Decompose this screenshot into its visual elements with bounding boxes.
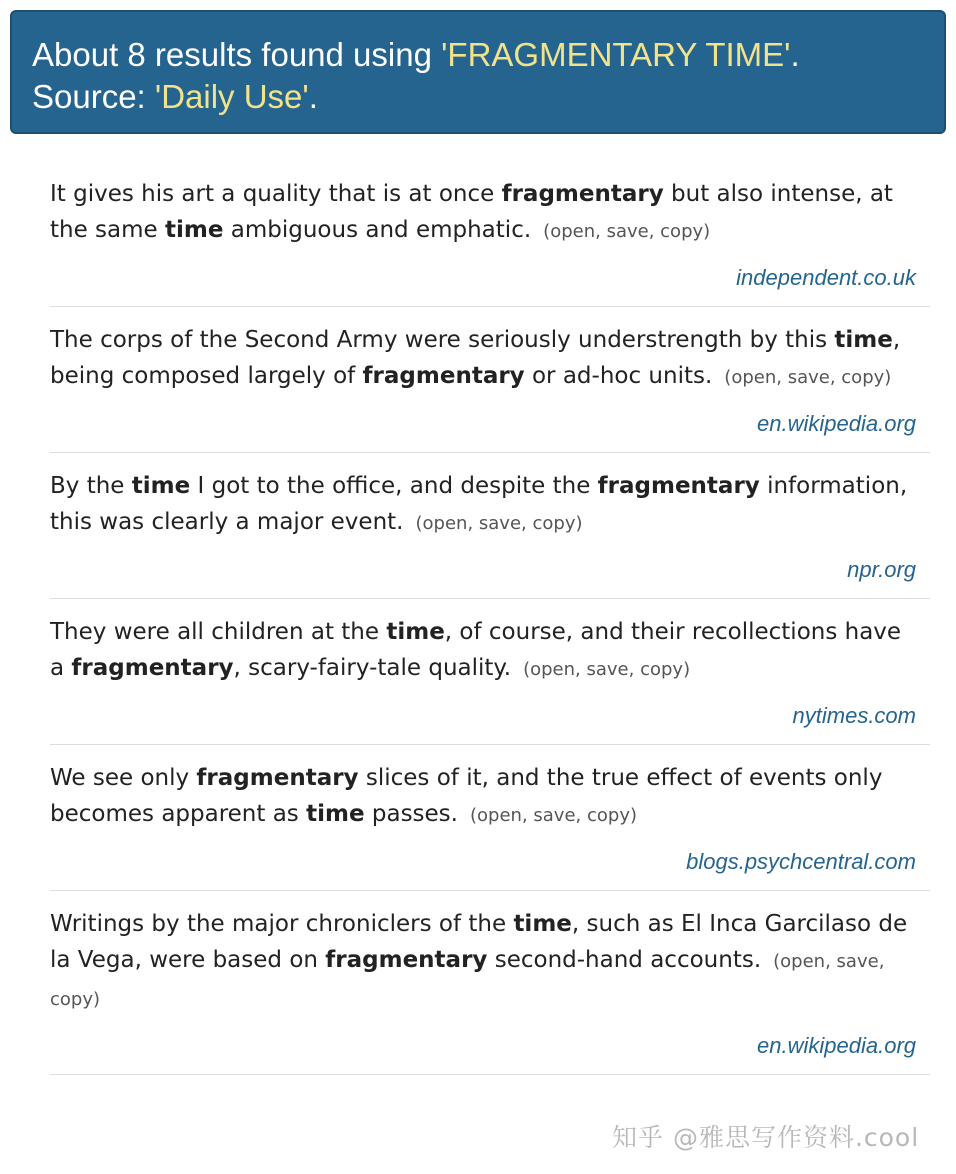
action-separator: ,	[878, 951, 885, 972]
open-link[interactable]: open	[780, 951, 826, 972]
save-link[interactable]: save	[787, 367, 830, 388]
sentence-text: , of course, and their recollections have a	[50, 619, 902, 681]
result-sentence	[50, 760, 930, 834]
action-separator: ,	[648, 221, 661, 242]
sentence-text: , such as El Inca Garcilaso de la Vega, were based on	[50, 911, 908, 973]
keyword-highlight: time	[306, 801, 365, 827]
action-separator: ,	[521, 513, 533, 534]
watermark-text: 知乎 @雅思写作资料.cool	[612, 1123, 920, 1152]
result-sentence	[50, 614, 930, 688]
keyword-highlight: fragmentary	[325, 947, 488, 973]
action-separator: ,	[829, 367, 842, 388]
action-separator: ,	[825, 951, 837, 972]
copy-link[interactable]: copy	[532, 513, 576, 534]
source-link[interactable]: en.wikipedia.org	[757, 1033, 916, 1058]
action-paren-close: )	[575, 513, 583, 534]
result-actions	[470, 805, 637, 826]
copy-link[interactable]: copy	[50, 989, 93, 1010]
header-period: .	[790, 36, 800, 73]
keyword-highlight: fragmentary	[196, 765, 359, 791]
result-item	[50, 745, 930, 891]
action-separator: ,	[776, 367, 788, 388]
result-sentence	[50, 176, 930, 250]
action-paren-close: )	[683, 659, 691, 680]
sentence-text: but also intense, at the same	[50, 181, 893, 243]
action-paren-open: (	[543, 221, 551, 242]
action-separator: ,	[628, 659, 641, 680]
sentence-text: passes.	[364, 801, 458, 827]
sentence-text: ambiguous and emphatic.	[223, 217, 532, 243]
result-sentence	[50, 906, 930, 1018]
action-paren-close: )	[93, 989, 101, 1010]
keyword-highlight: time	[834, 327, 893, 353]
header-source-period: .	[308, 78, 318, 115]
watermark	[612, 1118, 919, 1154]
sentence-text: second-hand accounts.	[487, 947, 762, 973]
result-actions	[724, 367, 891, 388]
result-sentence	[50, 322, 930, 396]
action-paren-close: )	[703, 221, 711, 242]
sentence-text: The corps of the Second Army were seriously understrength by this	[50, 327, 835, 353]
keyword-highlight: fragmentary	[362, 363, 525, 389]
result-item	[50, 158, 930, 307]
result-actions	[415, 513, 582, 534]
result-item	[50, 599, 930, 745]
sentence-text: By the	[50, 473, 132, 499]
source-link[interactable]: npr.org	[847, 557, 916, 582]
open-link[interactable]: open	[477, 805, 522, 826]
keyword-highlight: time	[131, 473, 191, 499]
save-link[interactable]: save	[533, 805, 576, 826]
open-link[interactable]: open	[550, 221, 596, 242]
action-separator: ,	[575, 805, 587, 826]
source-link[interactable]: en.wikipedia.org	[757, 411, 916, 436]
results-list	[50, 158, 930, 1075]
sentence-text: It gives his art a quality that is at once	[50, 181, 502, 207]
action-paren-open: (	[724, 367, 732, 388]
source-link[interactable]: independent.co.uk	[736, 265, 916, 290]
action-paren-open: (	[773, 951, 781, 972]
sentence-text: , scary-fairy-tale quality.	[233, 655, 512, 681]
keyword-highlight: time	[386, 619, 445, 645]
action-paren-close: )	[629, 805, 638, 826]
source-link[interactable]: nytimes.com	[792, 703, 916, 728]
copy-link[interactable]: copy	[841, 367, 885, 388]
result-item	[50, 307, 930, 453]
sentence-text: Writings by the major chroniclers of the	[50, 911, 514, 937]
sentence-text: or ad-hoc units.	[524, 363, 713, 389]
save-link[interactable]: save	[606, 221, 649, 242]
result-item	[50, 891, 930, 1075]
action-paren-open: (	[469, 805, 478, 826]
action-separator: ,	[575, 659, 587, 680]
header-prefix: About 8 results found using	[32, 36, 442, 73]
result-sentence	[50, 468, 930, 542]
action-separator: ,	[521, 805, 534, 826]
copy-link[interactable]: copy	[640, 659, 684, 680]
source-link[interactable]: blogs.psychcentral.com	[686, 849, 916, 874]
action-paren-open: (	[523, 659, 531, 680]
open-link[interactable]: open	[731, 367, 777, 388]
result-actions	[523, 659, 690, 680]
result-item	[50, 453, 930, 599]
keyword-highlight: fragmentary	[71, 655, 234, 681]
sentence-text: We see only	[50, 765, 197, 791]
result-actions	[543, 221, 710, 242]
header-query: 'FRAGMENTARY TIME'	[441, 36, 791, 73]
save-link[interactable]: save	[478, 513, 522, 534]
header-source-label: Source:	[32, 78, 155, 115]
keyword-highlight: fragmentary	[501, 181, 664, 207]
action-separator: ,	[467, 513, 479, 534]
save-link[interactable]: save	[586, 659, 629, 680]
copy-link[interactable]: copy	[586, 805, 630, 826]
header-source-name: 'Daily Use'	[154, 78, 309, 115]
save-link[interactable]: save	[836, 951, 879, 972]
sentence-text: slices of it, and the true effect of events only becomes apparent as	[50, 765, 883, 827]
keyword-highlight: time	[513, 911, 572, 937]
sentence-text: They were all children at the	[50, 619, 387, 645]
results-header	[10, 10, 946, 134]
action-separator: ,	[595, 221, 607, 242]
sentence-text: information, this was clearly a major event.	[50, 473, 908, 535]
keyword-highlight: fragmentary	[597, 473, 760, 499]
open-link[interactable]: open	[422, 513, 468, 534]
action-paren-close: )	[884, 367, 892, 388]
copy-link[interactable]: copy	[660, 221, 704, 242]
keyword-highlight: time	[165, 217, 224, 243]
open-link[interactable]: open	[530, 659, 576, 680]
sentence-text: , being composed largely of	[50, 327, 901, 389]
action-paren-open: (	[415, 513, 423, 534]
sentence-text: I got to the office, and despite the	[190, 473, 598, 499]
